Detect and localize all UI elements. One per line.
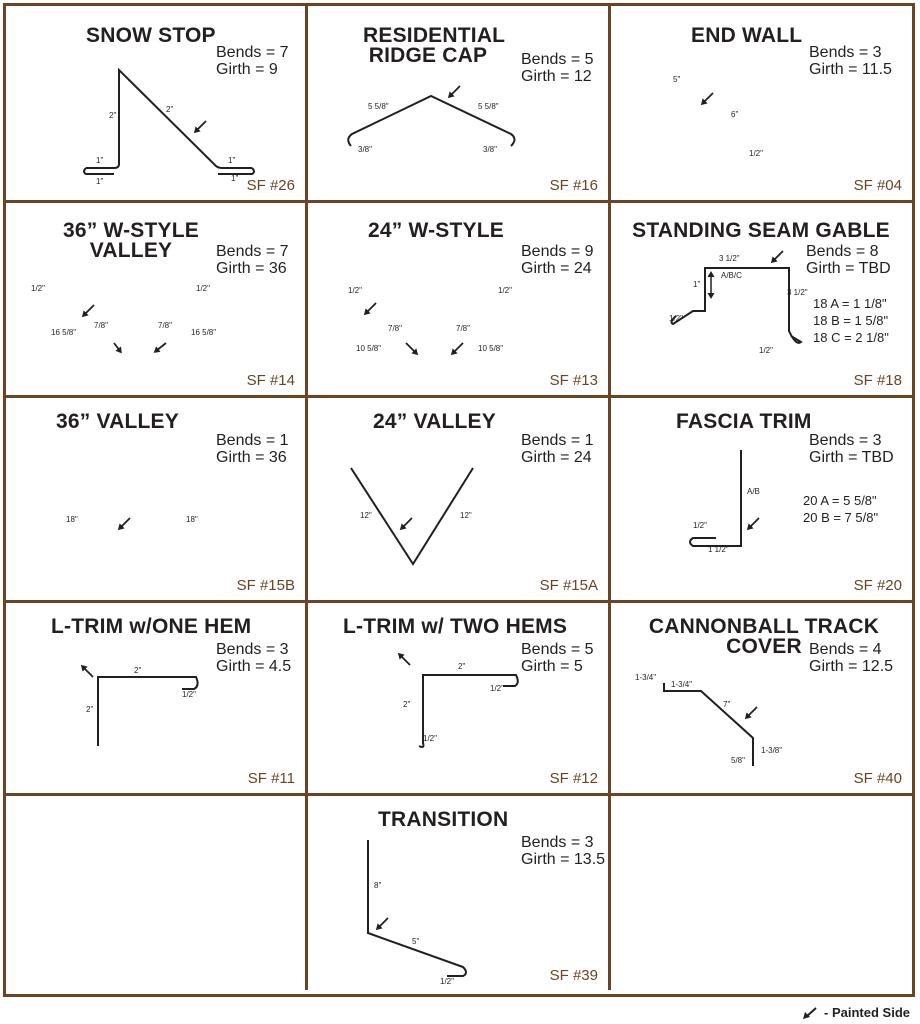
girth-value: Girth = 9 [216, 61, 278, 78]
dimension-label: 18" [66, 515, 78, 524]
dimension-label: 1" [96, 177, 104, 186]
bends-value: Bends = 7 [216, 243, 289, 260]
panel-title: SNOW STOP [86, 24, 216, 47]
panel-fascia-trim [611, 398, 912, 603]
dimension-label: 1/2" [669, 314, 683, 323]
dimension-label: 2" [109, 111, 117, 120]
bends-value: Bends = 3 [809, 432, 882, 449]
bends-value: Bends = 4 [809, 641, 882, 658]
panel-l-trim-two-hems [308, 603, 611, 796]
panel-empty-left [6, 796, 308, 990]
girth-value: Girth = 5 [521, 658, 583, 675]
size-variant: 20 B = 7 5/8" [803, 510, 879, 525]
profile-drawing [611, 398, 912, 600]
profile-drawing [308, 603, 608, 793]
panel-cannonball-track-cover [611, 603, 912, 796]
panel-title: FASCIA TRIM [676, 410, 812, 433]
girth-value: Girth = 24 [521, 449, 592, 466]
profile-line [690, 450, 741, 546]
girth-value: Girth = 36 [216, 449, 287, 466]
panel-residential-ridge-cap [308, 6, 611, 203]
painted-side-arrow-icon [801, 1006, 819, 1020]
dimension-label: 2" [403, 700, 411, 709]
dimension-label: 1/2" [31, 284, 45, 293]
girth-value: Girth = 11.5 [809, 61, 892, 78]
part-code: SF #14 [246, 372, 295, 389]
painted-side-legend [801, 1005, 910, 1020]
part-code: SF #20 [853, 577, 902, 594]
painted-side-arrow-icon [745, 707, 757, 719]
dimension-label: 6" [731, 110, 739, 119]
profile-drawing [6, 398, 305, 600]
bends-value: Bends = 9 [521, 243, 594, 260]
painted-side-arrow-icon [771, 251, 783, 263]
bends-value: Bends = 3 [216, 641, 289, 658]
panel-title: L-TRIM w/ TWO HEMS [343, 615, 568, 638]
girth-value: Girth = 13.5 [521, 851, 606, 868]
painted-side-arrow-icon [451, 343, 463, 355]
dimension-label: 1/2" [759, 346, 773, 355]
size-variant: 18 C = 2 1/8" [813, 330, 889, 345]
painted-side-arrow-icon [376, 918, 388, 930]
dimension-label: 16 5/8" [191, 328, 217, 337]
profile-drawing [308, 203, 608, 395]
dimension-label: 8" [374, 881, 382, 890]
panel-snow-stop [6, 6, 308, 203]
painted-side-arrow-icon [154, 343, 166, 353]
part-code: SF #15A [539, 577, 598, 594]
dimension-label: 12" [360, 511, 372, 520]
size-variant: 18 A = 1 1/8" [813, 296, 887, 311]
dimension-label: 2" [134, 666, 142, 675]
dimension-label: 1" [96, 156, 104, 165]
dimension-label: 1/2" [423, 734, 437, 743]
bends-value: Bends = 1 [216, 432, 289, 449]
dimension-label: 2" [458, 662, 466, 671]
dimension-label: 10 5/8" [356, 344, 382, 353]
part-code: SF #15B [236, 577, 295, 594]
panel-title: RESIDENTIAL RIDGE CAP [363, 24, 506, 67]
girth-value: Girth = 36 [216, 260, 287, 277]
dimension-label: 1" [228, 156, 236, 165]
panel-title: TRANSITION [378, 808, 509, 831]
dimension-label: 1-3/8" [761, 746, 783, 755]
bends-value: Bends = 3 [809, 44, 882, 61]
dimension-label: 5 5/8" [478, 102, 499, 111]
panel-24-w-style [308, 203, 611, 398]
part-code: SF #39 [549, 967, 598, 984]
dimension-label: 3 1/2" [719, 254, 740, 263]
panel-title: 24” W-STYLE [368, 219, 504, 242]
dimension-label: 1/2" [749, 149, 763, 158]
panel-standing-seam-gable [611, 203, 912, 398]
dimension-label: 5" [673, 75, 681, 84]
dimension-label: 7/8" [158, 321, 172, 330]
profile-drawing [308, 796, 608, 990]
painted-side-arrow-icon [81, 665, 93, 677]
dimension-label: 10 5/8" [478, 344, 504, 353]
painted-side-arrow-icon [114, 343, 122, 353]
part-code: SF #04 [853, 177, 902, 194]
panel-title: END WALL [691, 24, 803, 47]
panel-end-wall [611, 6, 912, 203]
dimension-label: A/B/C [721, 271, 742, 280]
part-code: SF #13 [549, 372, 598, 389]
dimension-label: A/B [747, 487, 760, 496]
panel-36-w-style-valley [6, 203, 308, 398]
bends-value: Bends = 5 [521, 51, 594, 68]
dimension-label: 1" [231, 174, 239, 183]
panel-36-valley [6, 398, 308, 603]
part-code: SF #11 [247, 770, 295, 787]
panel-l-trim-one-hem [6, 603, 308, 796]
panel-title: STANDING SEAM GABLE [632, 219, 890, 242]
dimension-label: 5 5/8" [368, 102, 389, 111]
panel-title: 36” W-STYLE VALLEY [63, 219, 199, 262]
painted-side-label: - Painted Side [824, 1005, 910, 1020]
painted-side-arrow-icon [194, 121, 206, 133]
profile-drawing [6, 203, 305, 395]
dimension-label: 18" [186, 515, 198, 524]
dimension-label: 1" [693, 280, 701, 289]
painted-side-arrow-icon [364, 303, 376, 315]
panel-empty-right [611, 796, 912, 990]
dimension-label: 3/8" [483, 145, 497, 154]
panel-title: L-TRIM w/ONE HEM [51, 615, 252, 638]
dimension-label: 7/8" [388, 324, 402, 333]
part-code: SF #40 [853, 770, 902, 787]
dimension-label: 2" [166, 105, 174, 114]
profile-drawing [611, 6, 912, 200]
dimension-label: 1/2" [693, 521, 707, 530]
double-arrow-icon [708, 271, 715, 299]
profile-drawing [6, 603, 305, 793]
bends-value: Bends = 5 [521, 641, 594, 658]
girth-value: Girth = 12 [521, 68, 592, 85]
painted-side-arrow-icon [701, 93, 713, 105]
profile-drawing [6, 6, 305, 200]
painted-side-arrow-icon [398, 653, 410, 665]
girth-value: Girth = 4.5 [216, 658, 292, 675]
profile-grid [3, 3, 915, 997]
dimension-label: 2" [86, 705, 94, 714]
bends-value: Bends = 3 [521, 834, 594, 851]
panel-24-valley [308, 398, 611, 603]
dimension-label: 1 1/2" [708, 545, 729, 554]
dimension-label: 7/8" [456, 324, 470, 333]
panel-title: 36” VALLEY [56, 410, 179, 433]
profile-drawing [611, 603, 912, 793]
girth-value: Girth = 12.5 [809, 658, 894, 675]
painted-side-arrow-icon [82, 305, 94, 317]
painted-side-arrow-icon [747, 518, 759, 530]
dimension-label: 5/8" [731, 756, 745, 765]
dimension-label: 1/2" [490, 684, 504, 693]
size-variant: 18 B = 1 5/8" [813, 313, 889, 328]
dimension-label: 3 1/2" [787, 288, 808, 297]
dimension-label: 3/8" [358, 145, 372, 154]
profile-drawing [611, 203, 912, 395]
dimension-label: 16 5/8" [51, 328, 77, 337]
dimension-label: 1/2" [196, 284, 210, 293]
panel-title: 24” VALLEY [373, 410, 496, 433]
panel-transition [308, 796, 611, 990]
bends-value: Bends = 8 [806, 243, 879, 260]
part-code: SF #18 [853, 372, 902, 389]
panel-title: CANNONBALL TRACK COVER [648, 615, 880, 658]
painted-side-arrow-icon [406, 343, 418, 355]
painted-side-arrow-icon [400, 518, 412, 530]
dimension-label: 7" [723, 700, 731, 709]
dimension-label: 1/2" [498, 286, 512, 295]
dimension-label: 1/2" [440, 977, 454, 986]
dimension-label: 1/2" [182, 690, 196, 699]
painted-side-arrow-icon [118, 518, 130, 530]
profile-line [98, 677, 198, 746]
part-code: SF #16 [549, 177, 598, 194]
part-code: SF #12 [549, 770, 598, 787]
bends-value: Bends = 1 [521, 432, 594, 449]
profile-drawing [308, 398, 608, 600]
profile-line [664, 683, 753, 766]
part-code: SF #26 [246, 177, 295, 194]
girth-value: Girth = TBD [809, 449, 894, 466]
dimension-label: 5" [412, 937, 420, 946]
profile-line [368, 840, 466, 976]
girth-value: Girth = 24 [521, 260, 592, 277]
painted-side-arrow-icon [448, 86, 460, 98]
profile-drawing [308, 6, 608, 200]
dimension-label: 1-3/4" [671, 680, 693, 689]
dimension-label: 1/2" [348, 286, 362, 295]
size-variant: 20 A = 5 5/8" [803, 493, 877, 508]
girth-value: Girth = TBD [806, 260, 891, 277]
dimension-label: 12" [460, 511, 472, 520]
dimension-label: 1-3/4" [635, 673, 657, 682]
dimension-label: 7/8" [94, 321, 108, 330]
bends-value: Bends = 7 [216, 44, 289, 61]
